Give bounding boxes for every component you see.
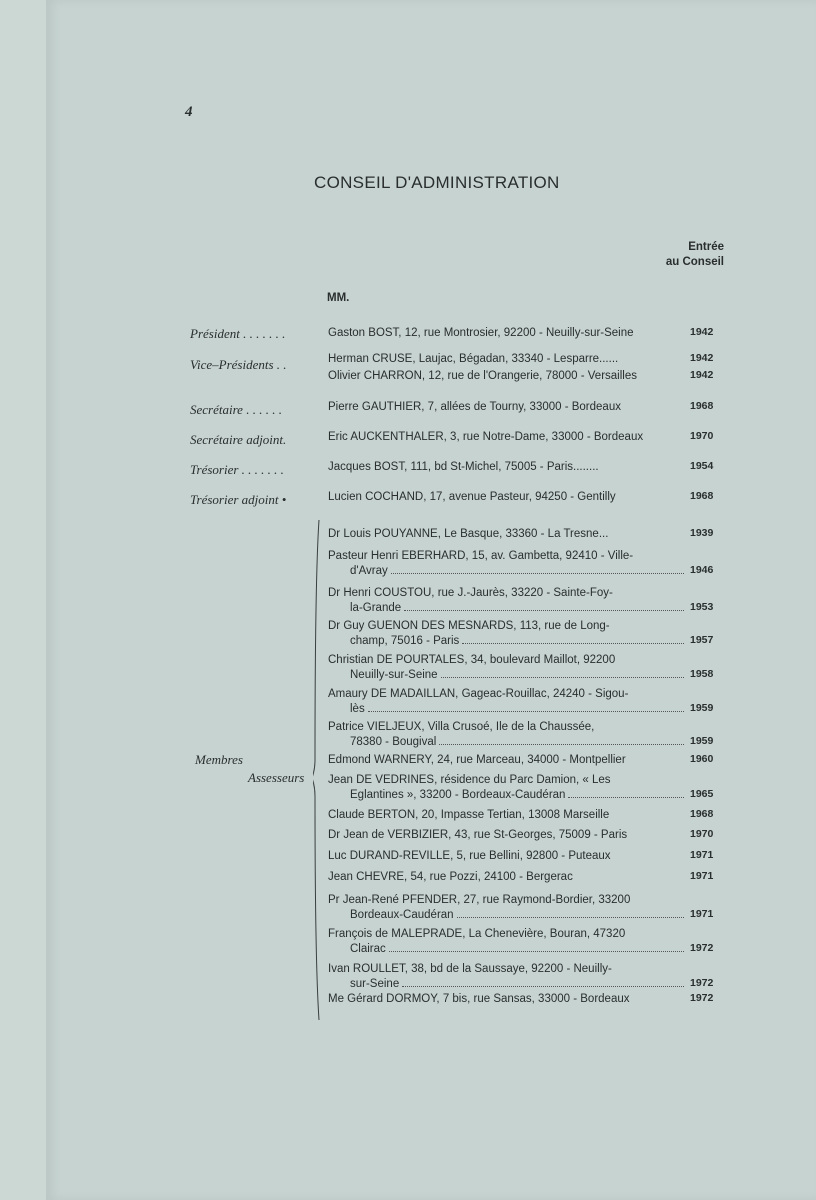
member-year: 1960	[690, 753, 714, 765]
officer-year: 1970	[690, 430, 714, 442]
member-entry	[328, 687, 686, 717]
member-entry-text: lès	[350, 703, 365, 715]
member-year: 1971	[690, 870, 714, 882]
officer-year: 1942	[690, 369, 714, 381]
member-year: 1972	[690, 992, 714, 1004]
member-entry	[328, 962, 686, 992]
entree-header-line-1: Entrée	[688, 241, 724, 253]
member-entry-text: 78380 - Bougival	[350, 736, 437, 748]
role-secretaire-adjoint: Secrétaire adjoint.	[190, 432, 287, 447]
officer-entry-line	[328, 369, 686, 384]
member-year: 1953	[690, 601, 714, 613]
role-president: Président . . . . . . .	[190, 326, 286, 341]
member-entry-line	[328, 720, 686, 735]
officer-entry	[328, 460, 686, 475]
members-brace	[313, 520, 321, 1020]
officer-entry	[328, 430, 686, 445]
officer-entry-line	[328, 400, 686, 415]
officer-entry	[328, 400, 686, 415]
officer-entry	[328, 369, 686, 384]
member-entry-line	[328, 788, 686, 803]
member-entry-line	[328, 870, 686, 885]
member-entry-line	[328, 992, 686, 1007]
member-entry-text: Patrice VIELJEUX, Villa Crusoé, Ile de la Chaussée,	[328, 721, 595, 733]
member-entry-text: François de MALEPRADE, La Chenevière, Bouran, 47320	[328, 928, 626, 940]
member-entry	[328, 527, 686, 542]
member-entry	[328, 828, 686, 843]
member-entry-line	[328, 735, 686, 750]
page-title: CONSEIL D'ADMINISTRATION	[314, 173, 560, 192]
member-year: 1959	[690, 735, 714, 747]
member-entry-line	[328, 753, 686, 768]
member-entry-text: Christian DE POURTALES, 34, boulevard Maillot, 92200	[328, 654, 616, 666]
member-entry	[328, 549, 686, 579]
leader-dots	[389, 951, 684, 952]
leader-dots	[404, 610, 684, 611]
member-entry-line	[328, 942, 686, 957]
member-entry-text: Edmond WARNERY, 24, rue Marceau, 34000 - Montpellier	[328, 754, 626, 766]
leader-dots	[457, 917, 684, 918]
member-entry-text: Amaury DE MADAILLAN, Gageac-Rouillac, 24240 - Sigou-	[328, 688, 629, 700]
member-entry	[328, 753, 686, 768]
role-secretaire: Secrétaire . . . . . .	[190, 402, 282, 417]
member-entry	[328, 586, 686, 616]
member-entry-text: Dr Jean de VERBIZIER, 43, rue St-Georges, 75009 - Paris	[328, 829, 628, 841]
member-entry-text: Ivan ROULLET, 38, bd de la Saussaye, 92200 - Neuilly-	[328, 963, 612, 975]
officer-entry-line	[328, 326, 686, 341]
officer-entry	[328, 352, 686, 367]
member-year: 1971	[690, 908, 714, 920]
member-entry-line	[328, 527, 686, 542]
member-entry-text: Me Gérard DORMOY, 7 bis, rue Sansas, 33000 - Bordeaux	[328, 993, 630, 1005]
member-year: 1957	[690, 634, 714, 646]
leader-dots	[441, 677, 684, 678]
member-entry	[328, 927, 686, 957]
member-entry	[328, 849, 686, 864]
member-entry-text: la-Grande	[350, 602, 402, 614]
member-entry-line	[328, 908, 686, 923]
member-entry-line	[328, 601, 686, 616]
member-entry-line	[328, 586, 686, 601]
member-entry-text: Jean DE VEDRINES, résidence du Parc Damion, « Les	[328, 774, 611, 786]
member-entry-line	[328, 962, 686, 977]
member-year: 1959	[690, 702, 714, 714]
member-entry-line	[328, 849, 686, 864]
member-entry	[328, 773, 686, 803]
officer-entry	[328, 326, 686, 341]
officer-entry-text: Gaston BOST, 12, rue Montrosier, 92200 - Neuilly-sur-Seine	[328, 327, 634, 339]
entree-header-line-2: au Conseil	[665, 256, 724, 268]
officer-entry	[328, 490, 686, 505]
leader-dots	[462, 643, 684, 644]
member-entry-text: d'Avray	[350, 565, 388, 577]
member-entry-text: champ, 75016 - Paris	[350, 635, 460, 647]
member-entry-text: Eglantines », 33200 - Bordeaux-Caudéran	[350, 789, 566, 801]
role-tresorier: Trésorier . . . . . . .	[190, 462, 284, 477]
member-entry	[328, 893, 686, 923]
member-entry-line	[328, 668, 686, 683]
officer-entry-text: Olivier CHARRON, 12, rue de l'Orangerie, 78000 - Versailles	[328, 370, 637, 382]
officer-year: 1968	[690, 400, 714, 412]
member-entry-line	[328, 687, 686, 702]
member-entry	[328, 992, 686, 1007]
member-year: 1968	[690, 808, 714, 820]
officer-entry-text: Lucien COCHAND, 17, avenue Pasteur, 94250 - Gentilly	[328, 491, 616, 503]
member-entry-text: Dr Henri COUSTOU, rue J.-Jaurès, 33220 - Sainte-Foy-	[328, 587, 613, 599]
officer-entry-text: Eric AUCKENTHALER, 3, rue Notre-Dame, 33000 - Bordeaux	[328, 431, 644, 443]
member-entry-line	[328, 653, 686, 668]
member-entry-text: Claude BERTON, 20, Impasse Tertian, 13008 Marseille	[328, 809, 610, 821]
leader-dots	[368, 711, 684, 712]
leader-dots	[402, 986, 684, 987]
member-year: 1958	[690, 668, 714, 680]
officer-entry-line	[328, 490, 686, 505]
member-entry-line	[328, 808, 686, 823]
member-entry-line	[328, 549, 686, 564]
member-entry	[328, 653, 686, 683]
officer-year: 1942	[690, 326, 714, 338]
member-year: 1946	[690, 564, 714, 576]
member-entry-text: Clairac	[350, 943, 386, 955]
member-entry-line	[328, 564, 686, 579]
member-entry-line	[328, 828, 686, 843]
member-entry-line	[328, 977, 686, 992]
member-entry-line	[328, 634, 686, 649]
member-entry-line	[328, 702, 686, 717]
leader-dots	[391, 573, 684, 574]
member-entry-line	[328, 893, 686, 908]
member-entry	[328, 870, 686, 885]
member-entry	[328, 720, 686, 750]
member-entry	[328, 619, 686, 649]
member-year: 1971	[690, 849, 714, 861]
officer-year: 1942	[690, 352, 714, 364]
label-membres: Membres	[195, 752, 243, 767]
member-year: 1972	[690, 977, 714, 989]
officer-entry-text: Pierre GAUTHIER, 7, allées de Tourny, 33000 - Bordeaux	[328, 401, 621, 413]
officer-entry-line	[328, 460, 686, 475]
member-entry-text: sur-Seine	[350, 978, 400, 990]
officer-year: 1954	[690, 460, 714, 472]
member-entry-text: Dr Guy GUENON DES MESNARDS, 113, rue de Long-	[328, 620, 610, 632]
label-assesseurs: Assesseurs	[248, 770, 305, 785]
officer-entry-text: Jacques BOST, 111, bd St-Michel, 75005 - Paris........	[328, 461, 599, 473]
member-entry-text: Luc DURAND-REVILLE, 5, rue Bellini, 92800 - Puteaux	[328, 850, 611, 862]
officer-year: 1968	[690, 490, 714, 502]
member-entry-text: Jean CHEVRE, 54, rue Pozzi, 24100 - Bergerac	[328, 871, 573, 883]
role-tresorier-adjoint: Trésorier adjoint •	[190, 492, 287, 507]
member-year: 1972	[690, 942, 714, 954]
member-entry	[328, 808, 686, 823]
member-entry-line	[328, 927, 686, 942]
officer-entry-line	[328, 430, 686, 445]
page-number: 4	[185, 104, 193, 120]
role-vice-presidents: Vice–Présidents . .	[190, 357, 287, 372]
member-entry-text: Bordeaux-Caudéran	[350, 909, 454, 921]
member-entry-text: Neuilly-sur-Seine	[350, 669, 438, 681]
member-year: 1970	[690, 828, 714, 840]
member-entry-text: Dr Louis POUYANNE, Le Basque, 33360 - La Tresne...	[328, 528, 609, 540]
member-year: 1965	[690, 788, 714, 800]
entree-header	[666, 240, 724, 270]
leader-dots	[568, 797, 684, 798]
member-year: 1939	[690, 527, 714, 539]
member-entry-text: Pr Jean-René PFENDER, 27, rue Raymond-Bordier, 33200	[328, 894, 631, 906]
member-entry-line	[328, 773, 686, 788]
mm-label: MM.	[327, 292, 350, 304]
member-entry-line	[328, 619, 686, 634]
member-entry-text: Pasteur Henri EBERHARD, 15, av. Gambetta, 92410 - Ville-	[328, 550, 634, 562]
officer-entry-line	[328, 352, 686, 367]
officer-entry-text: Herman CRUSE, Laujac, Bégadan, 33340 - Lesparre......	[328, 353, 619, 365]
leader-dots	[439, 744, 684, 745]
